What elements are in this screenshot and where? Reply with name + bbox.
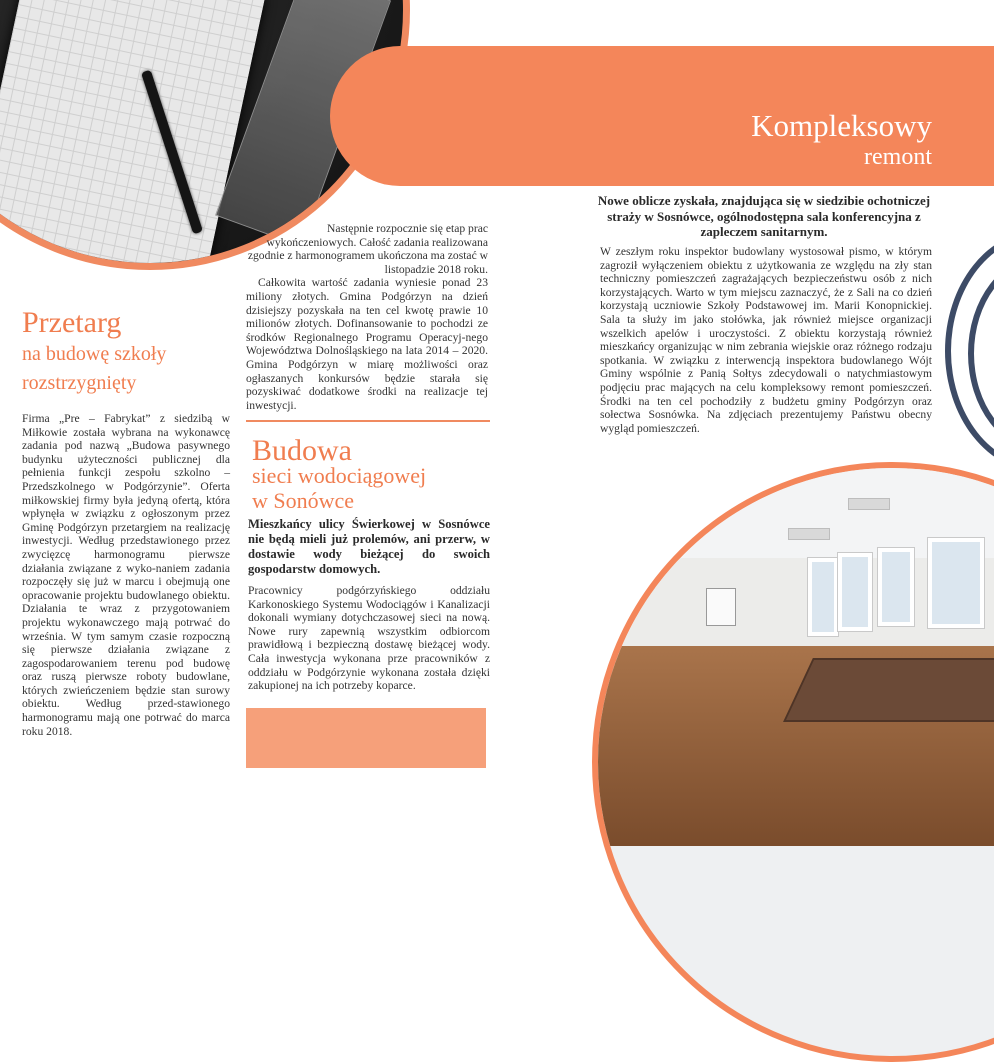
przetarg-title: Przetarg (22, 306, 122, 339)
budowa-lead: Mieszkańcy ulicy Świerkowej w Sosnówce nie będą mieli już prolemów, ani przerw, w dostawie wody bieżącej do swoich gospodarstw domowych. (248, 517, 490, 576)
remont-lead: Nowe oblicze zyskała, znajdująca się w siedzibie ochotniczej straży w Sosnówce, ogólnodostępna sala konferencyjna z zapleczem sanitarnym. (597, 193, 931, 239)
conference-room-photo (592, 462, 994, 1062)
ceiling-light (788, 528, 830, 540)
remont-subtitle: remont (864, 144, 932, 170)
continued-paragraph-1: Następnie rozpocznie się etap prac wykończeniowych. Całość zadania realizowana zgodnie z harmonogramem ukończona ma zostać w listopadzie 2018 roku. (247, 222, 488, 276)
continued-paragraph-2: Całkowita wartość zadania wyniesie ponad 23 miliony złotych. Gmina Podgórzyn na dzień dzisiejszy pozyskała na ten cel kwotę prawie 10 milionów złotych. Dofinansowanie to pochodzi ze środków Regionalnego Programu Operacyj-nego Województwa Dolnośląskiego na lata 2014 – 2020. Gmina Podgórzyn w miarę możliwości oraz ogłaszanych konkursów będzie starała się pozyskiwać dodatkowe środki na realizacje tej inwestycji. (246, 276, 488, 412)
budowa-subtitle-1: sieci wodociągowej (252, 463, 427, 488)
przetarg-subtitle-1: na budowę szkoły (22, 343, 167, 365)
ceiling-light (848, 498, 890, 510)
przetarg-continued (246, 222, 488, 412)
budowa-body: Pracownicy podgórzyńskiego oddziału Karkonoskiego Systemu Wodociągów i Kanalizacji dokonali wymiany dotychczasowej sieci na nową. Nowe rury zapewnią wszystkim odbiorcom prawidłową i bezpieczną dostawę bieżącej wody. Cała inwestycja wykonana prze pracowników z oddziału w Podgórzynie wykonana została dzięki zakupionej na ich potrzeby koparce. (248, 584, 490, 693)
przetarg-body: Firma „Pre – Fabrykat” z siedzibą w Miłkowie została wybrana na wykonawcę zadania pod nazwą „Budowa pasywnego budynku użyteczności publicznej dla pełnienia funkcji zespołu szkolno – Przedszkolnego w Podgórzynie”. Oferta miłkowskiej firmy była jedyną ofertą, która wpłynęła w związku z ogłoszonym przez Gminę Podgórzyn przetargiem na realizację inwestycji. Według przedstawionego przez zwycięzcę harmonogramu pierwsze działania związane z wyko-naniem zadania rozpoczęły się już w marcu i obejmują one opracowanie projektu budowlanego obiektu. Działania te wraz z przygotowaniem projektu wykonawczego mają potrwać do września. W tym samym czasie rozpoczną się pierwsze działania związane z zagospodarowaniem terenu pod budowę oraz ruszą pierwsze roboty budowlane, których zwieńczeniem będzie stan surowy obiektu. Według przed-stawionego harmonogramu mają one potrwać do marca roku 2018. (22, 412, 230, 738)
bottom-accent-bar (246, 708, 486, 768)
flipchart (706, 588, 736, 626)
remont-body: W zeszłym roku inspektor budowlany wystosował pismo, w którym zagroził wyłączeniem obiektu z użytkowania ze względu na zły stan techniczny pomieszczeń zagrażających bezpieczeństwu osób z nich korzystających. Warto w tym miejscu zaznaczyć, że z Sali na co dzień korzystają uczniowie Szkoły Podstawowej im. Marii Konopnickiej. Sala ta służy im jako stołówka, jak również miejsce organizacji wszelkich apelów i uroczystości. Z obiektu korzystają również mieszkańcy organizując w nim zebrania wiejskie oraz różnego rodzaju spotkania. W związku z interwencją inspektora budowlanego Wójt Gminy wspólnie z Panią Sołtys zdecydowali o natychmiastowym podjęciu prac mających na celu kompleksowy remont pomieszczeń. Środki na ten cel pochodziły z budżetu gminy Podgórzyn oraz sołectwa Sosnówka. Na zdjęciach prezentujemy Państwu obecny wygląd pomieszczeń. (600, 245, 932, 435)
conference-table (783, 658, 994, 722)
room-window (808, 558, 838, 636)
remont-title: Kompleksowy (751, 108, 932, 143)
room-window (838, 553, 872, 631)
room-window (878, 548, 914, 626)
section-divider (246, 420, 490, 422)
budowa-subtitle-2: w Sonówce (252, 488, 355, 513)
notebook-image (0, 0, 266, 270)
budowa-title: Budowa (252, 434, 352, 467)
ceiling-light (718, 482, 760, 494)
przetarg-subtitle-2: rozstrzygnięty (22, 372, 137, 394)
room-window (928, 538, 984, 628)
